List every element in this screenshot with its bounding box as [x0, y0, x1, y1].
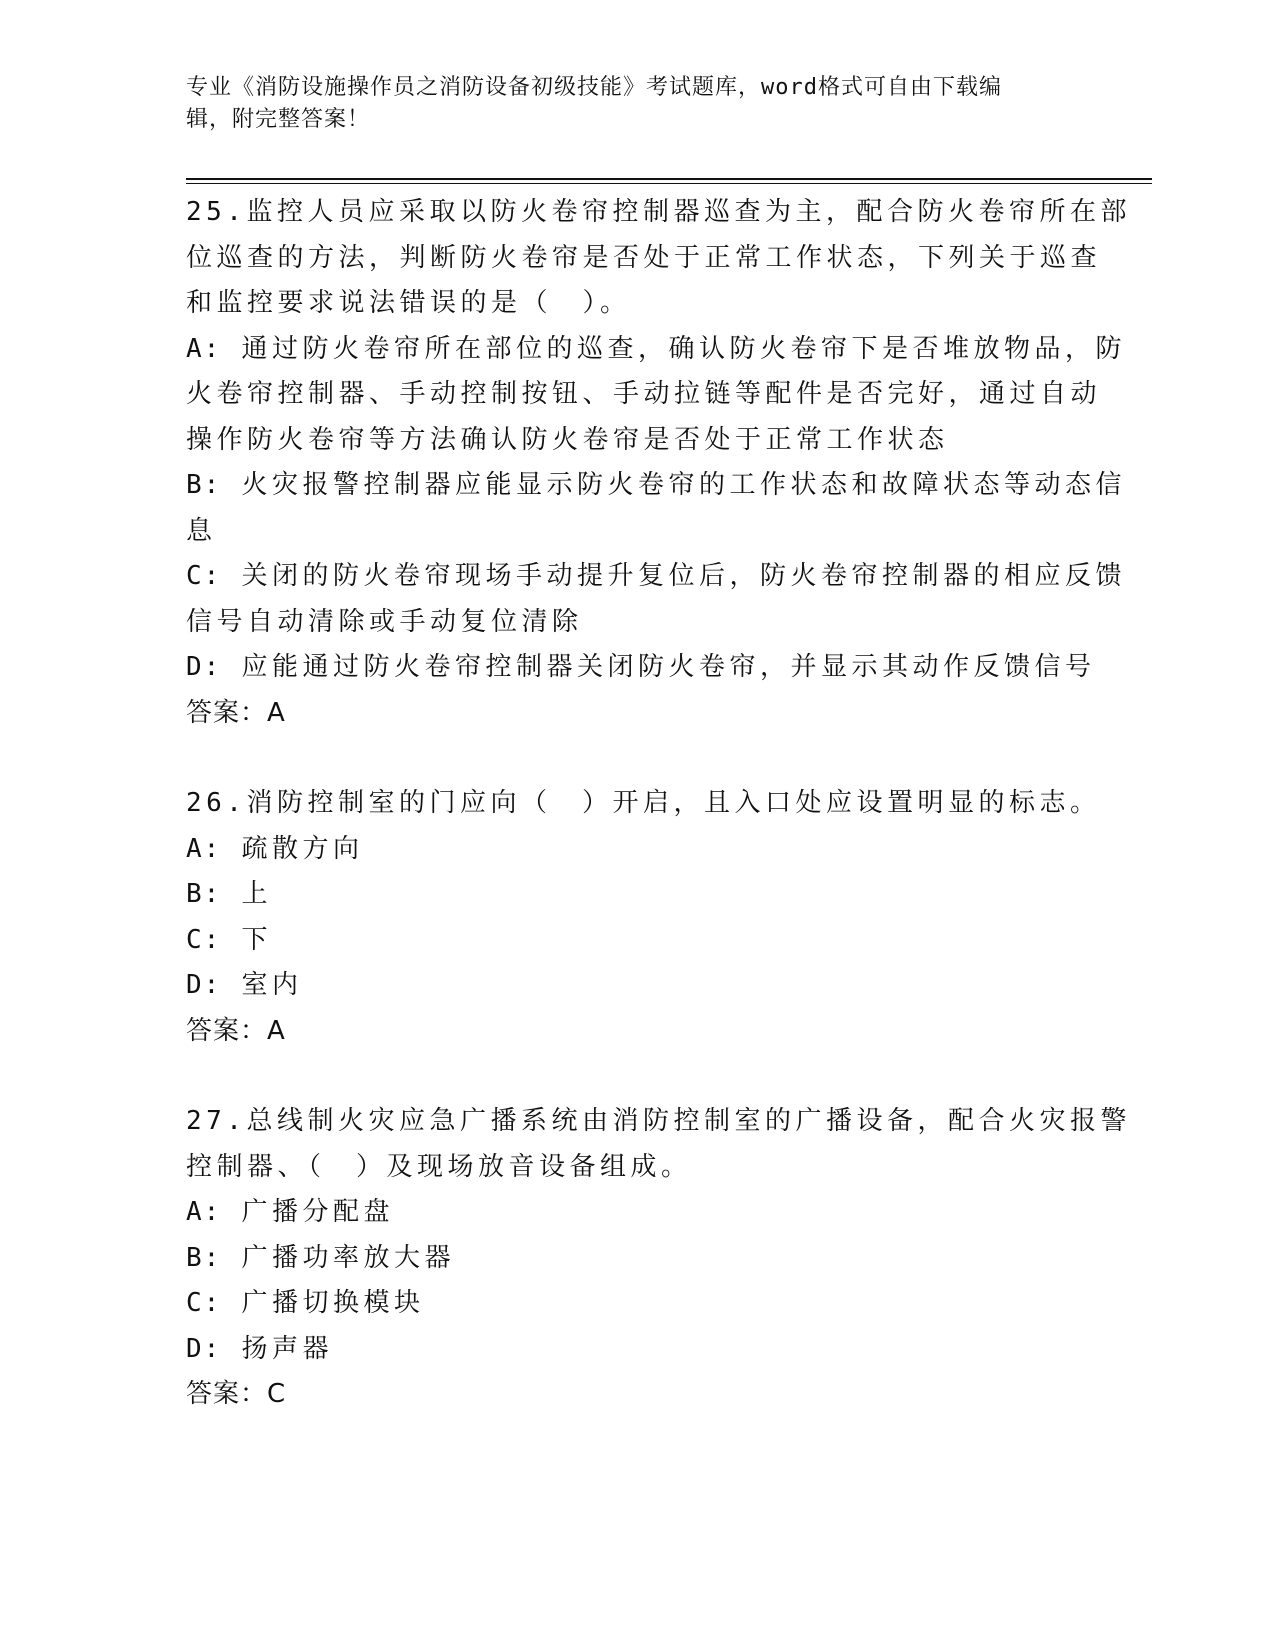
header-divider-thin [186, 183, 1152, 184]
option-text: 广播分配盘 [241, 1197, 394, 1227]
option-label: D: [186, 970, 222, 1000]
question-stem-line: 控制器、（ ）及现场放音设备组成。 [186, 1151, 692, 1182]
option-c [186, 554, 1126, 600]
question-stem-line: 位巡查的方法，判断防火卷帘是否处于正常工作状态，下列关于巡查 [186, 242, 1102, 273]
option-text: 通过防火卷帘所在部位的巡查，确认防火卷帘下是否堆放物品，防 [241, 333, 1126, 364]
question-block [186, 190, 1131, 736]
question-list [186, 190, 1131, 1418]
option-text-line: 操作防火卷帘等方法确认防火卷帘是否处于正常工作状态 [186, 424, 949, 455]
option-text-line: 息 [186, 515, 217, 546]
question-stem-line: 和监控要求说法错误的是（ ）。 [186, 288, 631, 318]
question-block [186, 781, 1101, 1054]
option-text: 疏散方向 [241, 833, 364, 864]
header-divider [186, 178, 1152, 180]
option-text-line: 火卷帘控制器、手动控制按钮、手动拉链等配件是否完好，通过自动 [186, 379, 1102, 409]
header-line: 辑，附完整答案！ [186, 107, 371, 132]
header-line: 专业《消防设施操作员之消防设备初级技能》考试题库，word格式可自由下载编 [186, 75, 1002, 100]
option-b [186, 872, 1086, 918]
option-d [186, 1327, 1086, 1373]
option-text-line: 信号自动清除或手动复位清除 [186, 606, 583, 637]
question-stem-line: 25.监控人员应采取以防火卷帘控制器巡查为主，配合防火卷帘所在部 [186, 197, 1131, 227]
option-label: C: [186, 924, 222, 955]
question-stem-line: 27.总线制火灾应急广播系统由消防控制室的广播设备，配合火灾报警 [186, 1106, 1131, 1136]
question-spacer [186, 736, 1086, 781]
option-text: 广播切换模块 [241, 1288, 425, 1318]
option-a [186, 327, 1126, 373]
option-label: A: [186, 1197, 222, 1227]
option-text: 下 [241, 924, 272, 955]
option-label: B: [186, 879, 222, 909]
option-text: 关闭的防火卷帘现场手动提升复位后，防火卷帘控制器的相应反馈 [241, 561, 1126, 591]
option-text: 扬声器 [241, 1333, 333, 1364]
option-text: 上 [241, 879, 272, 909]
option-text: 室内 [241, 970, 303, 1000]
option-d [186, 963, 1086, 1009]
option-label: D: [186, 652, 222, 682]
option-label: C: [186, 1288, 222, 1318]
option-text: 火灾报警控制器应能显示防火卷帘的工作状态和故障状态等动态信 [241, 470, 1126, 500]
answer-line: 答案：A [186, 1015, 286, 1046]
option-label: C: [186, 561, 222, 591]
question-block [186, 1099, 1131, 1418]
question-stem-line: 26.消防控制室的门应向（ ）开启，且入口处应设置明显的标志。 [186, 788, 1101, 818]
option-label: A: [186, 333, 222, 364]
option-c [186, 918, 1086, 964]
option-a [186, 1190, 1086, 1236]
option-label: A: [186, 833, 222, 864]
option-text: 广播功率放大器 [241, 1242, 455, 1273]
option-b [186, 1236, 1086, 1282]
option-b [186, 463, 1126, 509]
answer-line: 答案：A [186, 697, 286, 728]
option-text: 应能通过防火卷帘控制器关闭防火卷帘，并显示其动作反馈信号 [241, 652, 1096, 682]
document-header [186, 72, 1066, 136]
answer-line: 答案：C [186, 1379, 287, 1409]
option-label: B: [186, 470, 222, 500]
option-a [186, 827, 1086, 873]
option-label: D: [186, 1333, 222, 1364]
question-spacer [186, 1054, 1086, 1099]
option-c [186, 1281, 1086, 1327]
option-d [186, 645, 1096, 691]
option-label: B: [186, 1242, 222, 1273]
